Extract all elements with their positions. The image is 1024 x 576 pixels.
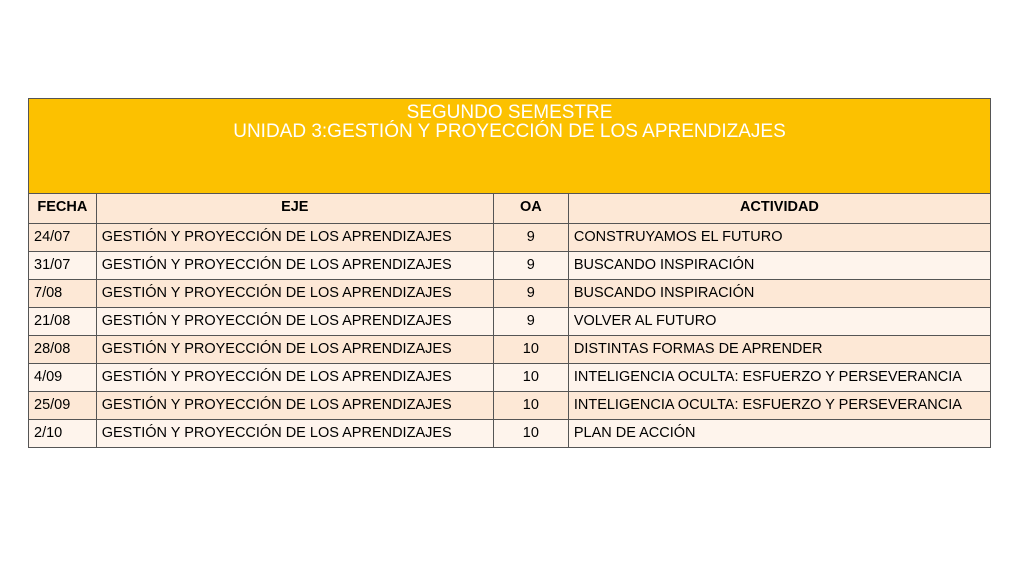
cell-eje: GESTIÓN Y PROYECCIÓN DE LOS APRENDIZAJES <box>96 420 493 448</box>
column-header-oa: OA <box>493 194 568 224</box>
schedule-table <box>28 98 991 448</box>
table-row <box>29 280 991 308</box>
column-header-row <box>29 194 991 224</box>
cell-eje: GESTIÓN Y PROYECCIÓN DE LOS APRENDIZAJES <box>96 224 493 252</box>
cell-oa: 9 <box>493 280 568 308</box>
cell-actividad: VOLVER AL FUTURO <box>568 308 990 336</box>
cell-fecha: 24/07 <box>29 224 97 252</box>
semester-title: SEGUNDO SEMESTRE <box>406 102 613 123</box>
column-header-eje: EJE <box>96 194 493 224</box>
cell-fecha: 7/08 <box>29 280 97 308</box>
table-row <box>29 308 991 336</box>
cell-actividad: BUSCANDO INSPIRACIÓN <box>568 252 990 280</box>
column-header-fecha: FECHA <box>29 194 97 224</box>
table-title-row <box>29 99 991 194</box>
table-row <box>29 224 991 252</box>
cell-fecha: 25/09 <box>29 392 97 420</box>
cell-actividad: BUSCANDO INSPIRACIÓN <box>568 280 990 308</box>
table-row <box>29 336 991 364</box>
cell-oa: 9 <box>493 224 568 252</box>
table-row <box>29 252 991 280</box>
cell-eje: GESTIÓN Y PROYECCIÓN DE LOS APRENDIZAJES <box>96 336 493 364</box>
cell-fecha: 31/07 <box>29 252 97 280</box>
cell-oa: 9 <box>493 308 568 336</box>
cell-fecha: 28/08 <box>29 336 97 364</box>
cell-actividad: INTELIGENCIA OCULTA: ESFUERZO Y PERSEVERANCIA <box>568 364 990 392</box>
cell-eje: GESTIÓN Y PROYECCIÓN DE LOS APRENDIZAJES <box>96 252 493 280</box>
cell-eje: GESTIÓN Y PROYECCIÓN DE LOS APRENDIZAJES <box>96 308 493 336</box>
cell-fecha: 4/09 <box>29 364 97 392</box>
cell-fecha: 2/10 <box>29 420 97 448</box>
cell-oa: 10 <box>493 336 568 364</box>
cell-actividad: PLAN DE ACCIÓN <box>568 420 990 448</box>
cell-oa: 9 <box>493 252 568 280</box>
cell-eje: GESTIÓN Y PROYECCIÓN DE LOS APRENDIZAJES <box>96 392 493 420</box>
table-row <box>29 420 991 448</box>
table-title <box>29 99 991 194</box>
column-header-actividad: ACTIVIDAD <box>568 194 990 224</box>
unit-title: UNIDAD 3:GESTIÓN Y PROYECCIÓN DE LOS APRENDIZAJES <box>233 121 786 142</box>
cell-actividad: CONSTRUYAMOS EL FUTURO <box>568 224 990 252</box>
cell-fecha: 21/08 <box>29 308 97 336</box>
cell-eje: GESTIÓN Y PROYECCIÓN DE LOS APRENDIZAJES <box>96 364 493 392</box>
cell-actividad: DISTINTAS FORMAS DE APRENDER <box>568 336 990 364</box>
cell-eje: GESTIÓN Y PROYECCIÓN DE LOS APRENDIZAJES <box>96 280 493 308</box>
table-row <box>29 364 991 392</box>
cell-actividad: INTELIGENCIA OCULTA: ESFUERZO Y PERSEVERANCIA <box>568 392 990 420</box>
cell-oa: 10 <box>493 364 568 392</box>
table-row <box>29 392 991 420</box>
cell-oa: 10 <box>493 420 568 448</box>
cell-oa: 10 <box>493 392 568 420</box>
